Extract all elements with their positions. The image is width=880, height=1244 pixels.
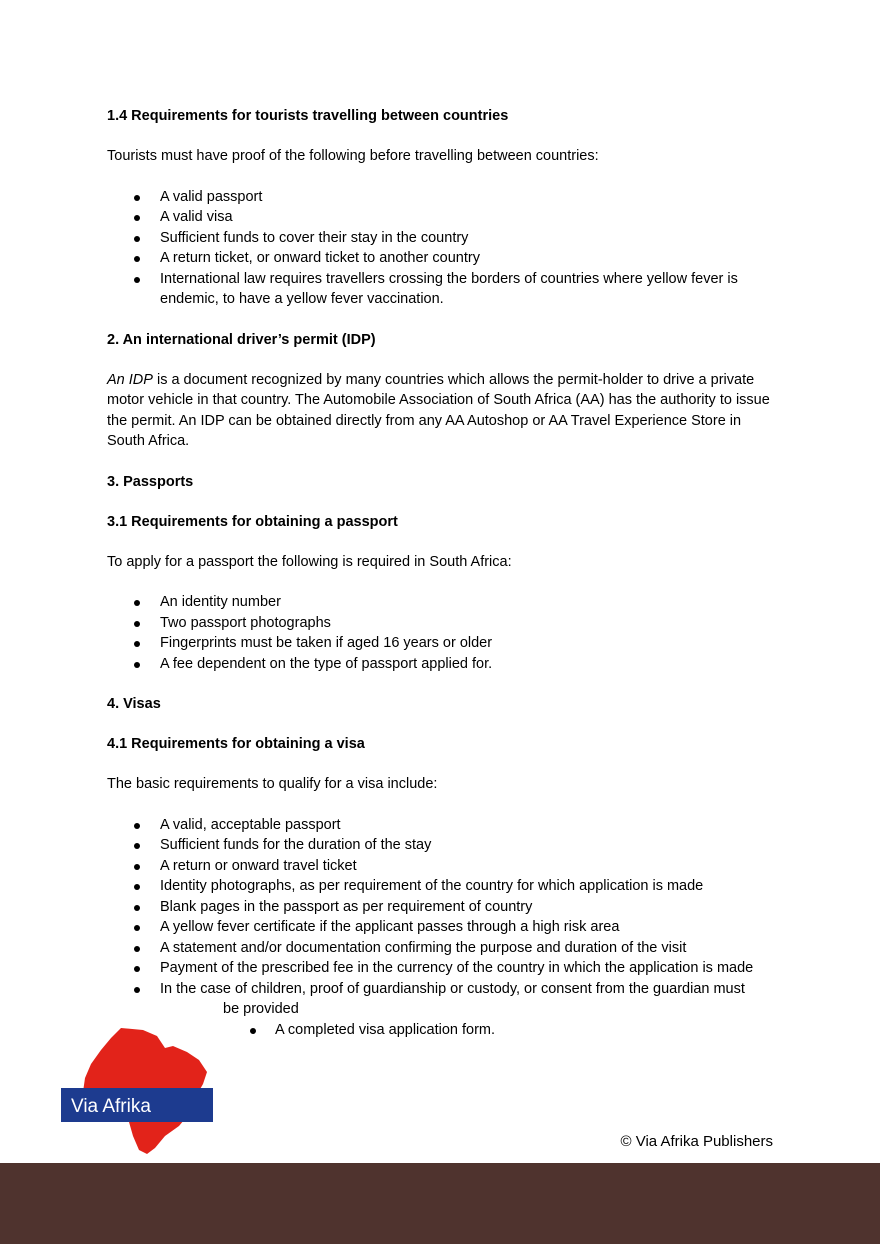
footer-bar <box>0 1163 880 1244</box>
nested-list-item: A completed visa application form. <box>107 1020 777 1041</box>
list-item-line: In the case of children, proof of guardianship or custody, or consent from the guardian must <box>160 980 745 997</box>
intro-1-4: Tourists must have proof of the following before travelling between countries: <box>107 148 599 164</box>
list-4-1 <box>107 815 777 1020</box>
list-item: International law requires travellers crossing the borders of countries where yellow fever is endemic, to have a yellow fever vaccination. <box>107 269 777 310</box>
paragraph-idp <box>107 370 777 452</box>
list-item: A valid visa <box>107 207 777 228</box>
list-item: Identity photographs, as per requirement of the country for which application is made <box>107 876 777 897</box>
idp-body: is a document recognized by many countries which allows the permit-holder to drive a private motor vehicle in that country. The Automobile Association of South Africa (AA) has the authority to issue the permit. An IDP can be obtained directly from any AA Autoshop or AA Travel Experience Store in South Africa. <box>107 371 770 449</box>
list-item <box>107 979 777 1020</box>
intro-3-1: To apply for a passport the following is required in South Africa: <box>107 553 512 570</box>
list-item: A return or onward travel ticket <box>107 856 777 877</box>
heading-1-4: 1.4 Requirements for tourists travelling between countries <box>107 108 509 124</box>
list-item: Payment of the prescribed fee in the currency of the country in which the application is made <box>107 958 777 979</box>
heading-4: 4. Visas <box>107 696 161 712</box>
logo-text: Via Afrika <box>71 1096 151 1117</box>
list-item: Blank pages in the passport as per requirement of country <box>107 897 777 918</box>
list-item: A yellow fever certificate if the applicant passes through a high risk area <box>107 917 777 938</box>
list-item: An identity number <box>107 592 777 613</box>
heading-2: 2. An international driver’s permit (IDP) <box>107 331 376 348</box>
list-item: Sufficient funds for the duration of the stay <box>107 835 777 856</box>
heading-3: 3. Passports <box>107 473 194 490</box>
list-item: A statement and/or documentation confirming the purpose and duration of the visit <box>107 938 777 959</box>
list-3-1 <box>107 592 777 674</box>
heading-4-1: 4.1 Requirements for obtaining a visa <box>107 736 365 752</box>
copyright-text: © Via Afrika Publishers <box>620 1133 773 1150</box>
list-item: A fee dependent on the type of passport applied for. <box>107 654 777 675</box>
intro-4-1: The basic requirements to qualify for a visa include: <box>107 776 438 792</box>
list-item: A valid, acceptable passport <box>107 815 777 836</box>
list-item: Sufficient funds to cover their stay in the country <box>107 228 777 249</box>
list-item: Fingerprints must be taken if aged 16 years or older <box>107 633 777 654</box>
list-item: A valid passport <box>107 187 777 208</box>
list-item: Two passport photographs <box>107 613 777 634</box>
list-1-4 <box>107 187 777 310</box>
idp-emphasis: An IDP <box>107 371 153 388</box>
heading-3-1: 3.1 Requirements for obtaining a passport <box>107 513 398 530</box>
list-item: A return ticket, or onward ticket to another country <box>107 248 777 269</box>
document-body <box>107 106 777 1040</box>
via-afrika-logo <box>61 1026 213 1156</box>
list-item-continuation: be provided <box>223 1001 299 1017</box>
